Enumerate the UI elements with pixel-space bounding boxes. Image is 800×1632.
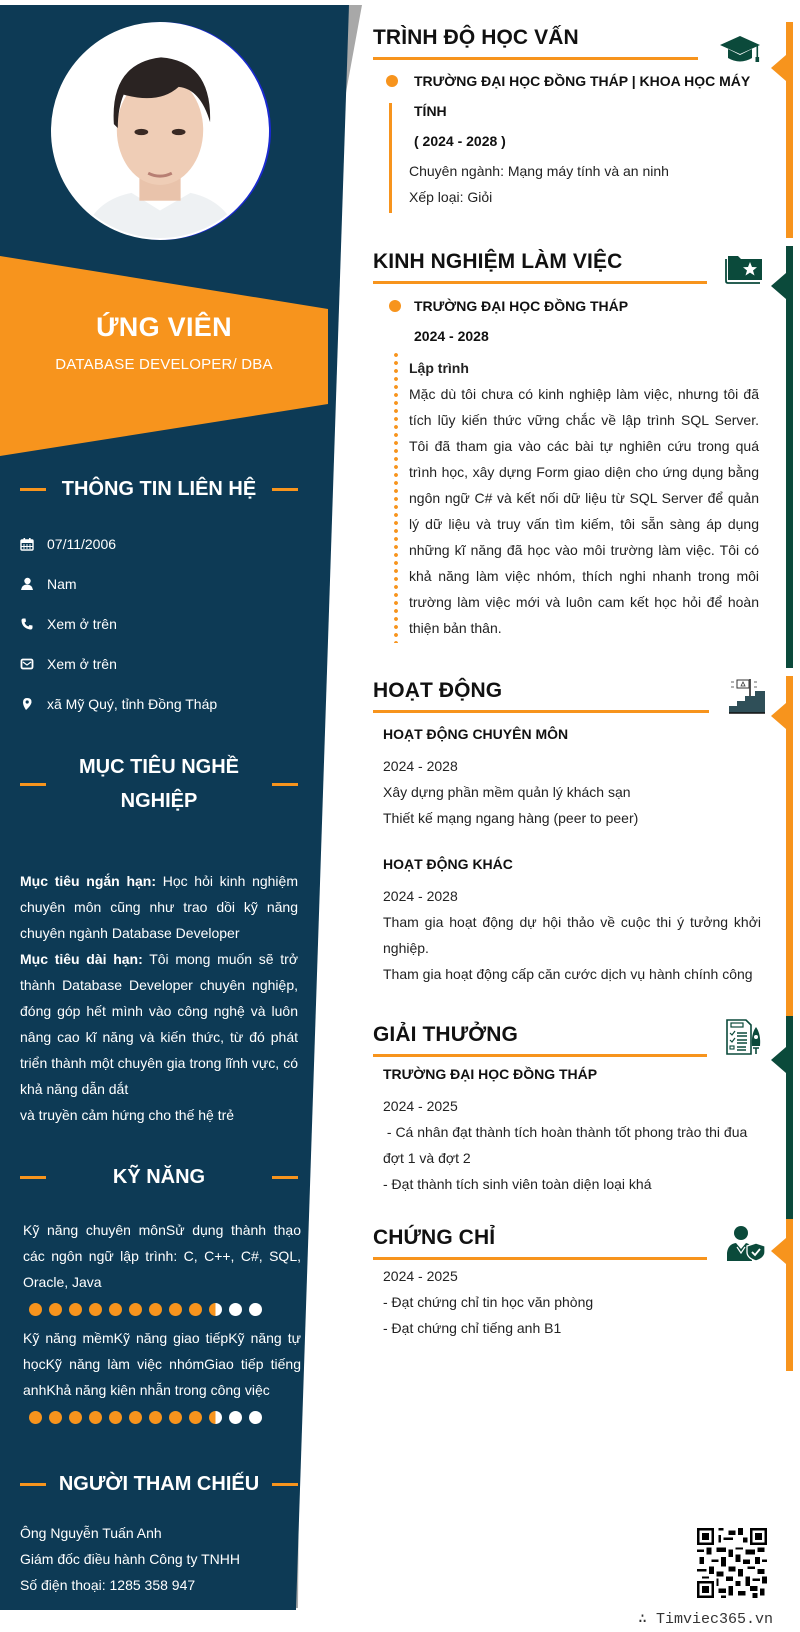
qr-code[interactable] bbox=[697, 1528, 767, 1598]
timeline-bullet bbox=[386, 75, 398, 87]
contact-phone[interactable]: Xem ở trên bbox=[20, 604, 300, 644]
contact-gender: Nam bbox=[20, 564, 300, 604]
contact-email[interactable]: Xem ở trên bbox=[20, 644, 300, 684]
award-item: - Đạt thành tích sinh viên toàn diện loại khá bbox=[383, 1176, 652, 1192]
stairs-flag-icon bbox=[727, 677, 767, 715]
location-pin-icon bbox=[20, 696, 47, 712]
reference-position: Giám đốc điều hành Công ty TNHH bbox=[20, 1551, 240, 1567]
user-shield-check-icon bbox=[726, 1225, 766, 1261]
certificate-period: 2024 - 2025 bbox=[383, 1268, 458, 1284]
certificates-section bbox=[373, 1223, 713, 1260]
experience-details bbox=[409, 355, 759, 641]
brand-watermark[interactable]: ∴ Timviec365.vn bbox=[638, 1611, 774, 1628]
reference-phone: Số điện thoại: 1285 358 947 bbox=[20, 1577, 196, 1593]
certificate-item: - Đạt chứng chỉ tin học văn phòng bbox=[383, 1294, 594, 1310]
section-rule bbox=[373, 1054, 707, 1057]
skills-heading: KỸ NĂNG bbox=[20, 1160, 298, 1194]
activity-group-heading: HOẠT ĐỘNG CHUYÊN MÔN bbox=[383, 726, 569, 742]
skill-professional: Kỹ năng chuyên mônSử dụng thành thạo các ngôn ngữ lập trình: C, C++, C#, SQL, Oracle, Java bbox=[23, 1222, 301, 1290]
section-rule bbox=[373, 281, 707, 284]
long-term-goal-continued: và truyền cảm hứng cho thế hệ trẻ bbox=[20, 1107, 235, 1123]
heading-dash-left bbox=[20, 783, 46, 786]
activity-item: Thiết kế mạng ngang hàng (peer to peer) bbox=[383, 810, 639, 826]
timeline-dotted-line bbox=[394, 351, 398, 643]
career-goal-text bbox=[20, 868, 298, 1128]
education-grade: Xếp loại: Giỏi bbox=[409, 189, 493, 205]
skill-rating-soft bbox=[23, 1405, 301, 1429]
folder-star-icon bbox=[724, 253, 764, 285]
heading-dash-right bbox=[272, 1176, 298, 1179]
school-name: TRƯỜNG ĐẠI HỌC ĐỒNG THÁP | KHOA HỌC MÁY TÍNH bbox=[414, 73, 751, 119]
rail-segment-experience bbox=[786, 246, 793, 668]
award-organization: TRƯỜNG ĐẠI HỌC ĐỒNG THÁP bbox=[383, 1066, 598, 1082]
award-period: 2024 - 2025 bbox=[383, 1098, 458, 1114]
rail-segment-activities bbox=[786, 676, 793, 1016]
heading-dash-right bbox=[272, 1483, 298, 1486]
timeline-line bbox=[389, 103, 392, 213]
calendar-icon bbox=[20, 536, 47, 552]
experience-role: Lập trình bbox=[409, 360, 469, 376]
short-term-goal: Mục tiêu ngắn hạn: Học hỏi kinh nghiệm chuyên môn cũng như trao dồi kỹ năng chuyên ngành Database Developer bbox=[20, 873, 298, 941]
section-title: TRÌNH ĐỘ HỌC VẤN bbox=[373, 26, 579, 49]
skill-soft: Kỹ năng mềmKỹ năng giao tiếpKỹ năng tự họcKỹ năng làm việc nhómGiao tiếp tiếng anhKhả năng kiên nhẫn trong công việc bbox=[23, 1330, 301, 1398]
rail-pointer bbox=[771, 1047, 786, 1073]
contact-birthdate: 07/11/2006 bbox=[20, 524, 300, 564]
section-title: KINH NGHIỆM LÀM VIỆC bbox=[373, 250, 623, 273]
section-rule bbox=[373, 57, 698, 60]
email-icon bbox=[20, 656, 47, 672]
rail-segment-certificates bbox=[786, 1219, 793, 1371]
rail-pointer bbox=[771, 1238, 786, 1264]
section-rule bbox=[373, 1257, 707, 1260]
reference-details bbox=[20, 1520, 300, 1598]
experience-description: Mặc dù tôi chưa có kinh nghiệp làm việc, nhưng tôi đã tích lũy kiến thức vững chắc về lập trình SQL Server. Tôi đã tham gia vào các bài tự nghiên cứu trong quá trình học, xây dựng Form giao diện cho ứng dụng bằng ngôn ngữ C# và kết nối dữ liệu từ SQL Server để quản lý dữ liệu và truy vấn tìm kiếm, tôi sẵn sàng áp dụng những kĩ năng đã học vào môi trường làm việc. Tôi có khả năng làm việc nhóm, thích nghi nhanh trong môi trường làm việc mới và luôn cam kết học hỏi để hoàn thiện bản thân. bbox=[409, 386, 759, 636]
rail-pointer bbox=[771, 55, 786, 81]
education-major: Chuyên ngành: Mạng máy tính và an ninh bbox=[409, 163, 669, 179]
portrait-image bbox=[53, 24, 267, 238]
experience-organization: TRƯỜNG ĐẠI HỌC ĐỒNG THÁP bbox=[414, 298, 629, 314]
section-title: GIẢI THƯỞNG bbox=[373, 1023, 518, 1046]
career-goal-heading: MỤC TIÊU NGHỀ NGHIỆP bbox=[20, 750, 298, 818]
activity-item: Tham gia hoạt động cấp căn cước dịch vụ hành chính công bbox=[383, 966, 753, 982]
contact-address: xã Mỹ Quý, tỉnh Đồng Tháp bbox=[20, 684, 300, 724]
timeline-bullet bbox=[389, 300, 401, 312]
awards-section bbox=[373, 1020, 713, 1057]
rail-pointer bbox=[771, 703, 786, 729]
activity-period: 2024 - 2028 bbox=[383, 888, 458, 904]
candidate-name: ỨNG VIÊN bbox=[96, 312, 232, 342]
activities-list bbox=[383, 719, 761, 987]
graduation-cap-icon bbox=[720, 32, 760, 68]
education-entry bbox=[409, 66, 764, 210]
activity-item: Tham gia hoạt động dự hội thảo về cuộc thi ý tưởng khởi nghiệp. bbox=[383, 914, 761, 956]
heading-dash-left bbox=[20, 1176, 46, 1179]
activity-period: 2024 - 2028 bbox=[383, 758, 458, 774]
awards-entry bbox=[383, 1059, 763, 1197]
activity-group-heading: HOẠT ĐỘNG KHÁC bbox=[383, 856, 513, 872]
experience-period: 2024 - 2028 bbox=[414, 328, 489, 344]
rail-pointer bbox=[771, 273, 786, 299]
contact-heading: THÔNG TIN LIÊN HỆ bbox=[20, 472, 298, 506]
section-title: HOẠT ĐỘNG bbox=[373, 679, 503, 702]
checklist-rocket-icon bbox=[724, 1018, 764, 1056]
heading-dash-left bbox=[20, 488, 46, 491]
long-term-goal: Mục tiêu dài hạn: Tôi mong muốn sẽ trở thành Database Developer chuyên nghiệp, đóng góp hết mình vào công nghệ và luôn nâng cao kĩ năng và kiến thức, từ đó phát triển thành một chuyên gia trong lĩnh vực, có khả năng dẫn dắt bbox=[20, 951, 299, 1097]
heading-dash-right bbox=[272, 783, 298, 786]
avatar bbox=[51, 22, 269, 240]
skill-rating-professional bbox=[23, 1297, 301, 1321]
experience-entry bbox=[414, 291, 759, 351]
phone-icon bbox=[20, 616, 47, 632]
user-icon bbox=[20, 576, 47, 592]
heading-dash-right bbox=[272, 488, 298, 491]
section-rule bbox=[373, 710, 709, 713]
reference-name: Ông Nguyễn Tuấn Anh bbox=[20, 1525, 162, 1541]
certificates-entry bbox=[383, 1263, 763, 1341]
activity-item: Xây dựng phần mềm quản lý khách sạn bbox=[383, 784, 631, 800]
education-period: ( 2024 - 2028 ) bbox=[414, 133, 506, 149]
candidate-job-title: DATABASE DEVELOPER/ DBA bbox=[55, 356, 273, 373]
section-title: CHỨNG CHỈ bbox=[373, 1226, 496, 1249]
experience-section bbox=[373, 247, 713, 284]
rail-segment-awards bbox=[786, 1016, 793, 1219]
reference-heading: NGƯỜI THAM CHIẾU bbox=[20, 1467, 298, 1501]
rail-segment-education bbox=[786, 22, 793, 238]
certificate-item: - Đạt chứng chỉ tiếng anh B1 bbox=[383, 1320, 562, 1336]
contact-list bbox=[20, 524, 300, 724]
skills-list bbox=[23, 1217, 301, 1433]
heading-dash-left bbox=[20, 1483, 46, 1486]
education-section bbox=[373, 23, 713, 60]
award-item: - Cá nhân đạt thành tích hoàn thành tốt phong trào thi đua đợt 1 và đợt 2 bbox=[383, 1124, 752, 1166]
activities-section bbox=[373, 676, 713, 713]
